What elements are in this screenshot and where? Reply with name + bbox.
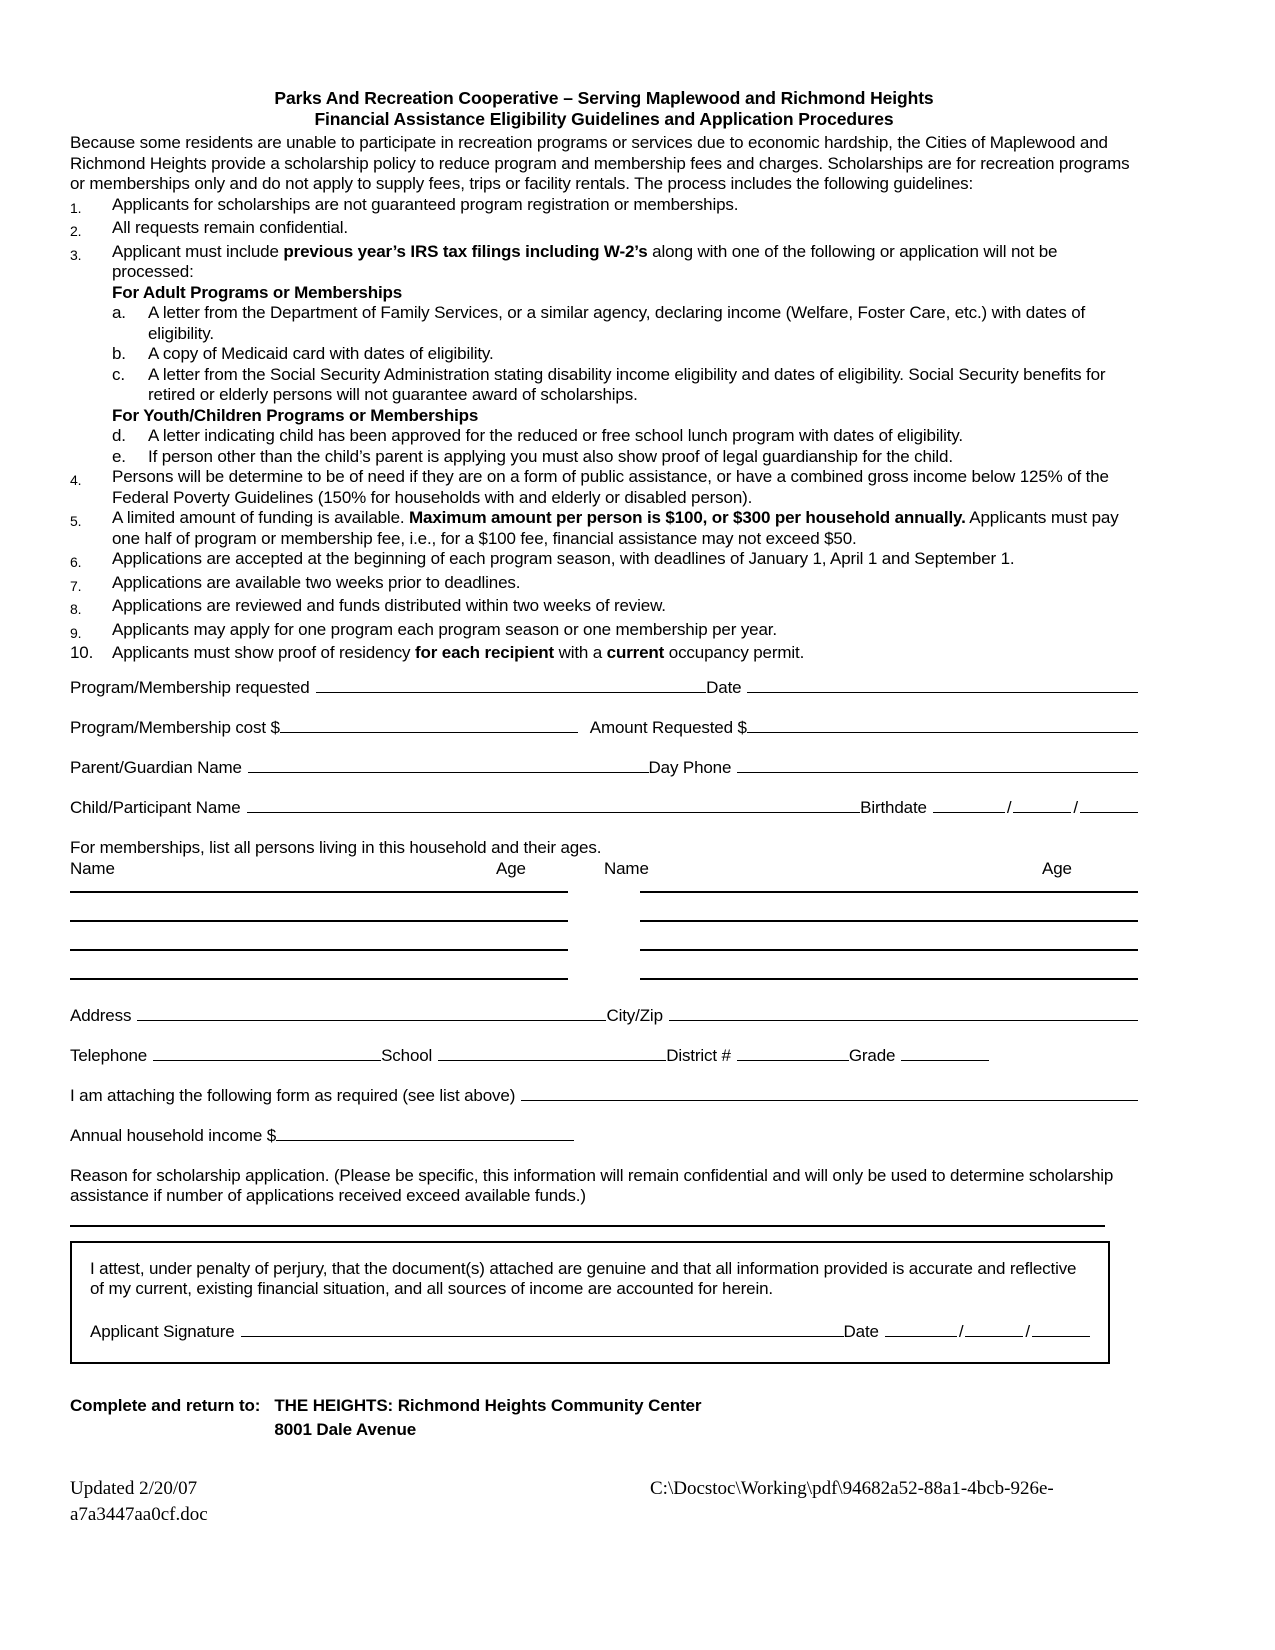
column-header-age: Age [496, 858, 526, 878]
list-item-6 [70, 549, 1138, 573]
reason-section [70, 1166, 1138, 1227]
list-text: Persons will be determine to be of need if they are on a form of public assistance, or have a combined gross income below 125% of the Federal Poverty Guidelines (150% for households with and elderly or disabled person). [112, 467, 1109, 507]
parent-guardian-label: Parent/Guardian Name [70, 757, 242, 777]
return-to-line-1: THE HEIGHTS: Richmond Heights Community Center [274, 1395, 702, 1415]
footer-filename: a7a3447aa0cf.doc [70, 1504, 208, 1525]
footer-updated-date: Updated 2/20/07 [70, 1478, 198, 1499]
form-row-parent-guardian [70, 758, 1138, 778]
household-entry-left[interactable] [70, 948, 568, 951]
program-cost-label: Program/Membership cost $ [70, 717, 280, 737]
list-text: Applications are available two weeks prior to deadlines. [112, 572, 521, 592]
list-text [112, 242, 1138, 283]
list-marker: 10. [70, 643, 94, 662]
document-title-line-1: Parks And Recreation Cooperative – Serving Maplewood and Richmond Heights [274, 88, 934, 108]
item10-bold1: for each recipient [414, 643, 554, 662]
return-to-section [70, 1394, 1138, 1442]
list-text: Applicants may apply for one program each program season or one membership per year. [112, 619, 777, 639]
reason-input[interactable] [70, 1215, 1105, 1227]
item5-bold: Maximum amount per person is $100, or $300 per household annually. [409, 508, 966, 527]
attestation-box [70, 1241, 1110, 1364]
list-marker: 3. [70, 246, 82, 263]
list-item-1 [70, 195, 1138, 219]
list-text [112, 508, 1138, 549]
form-row-address [70, 1006, 1138, 1026]
form-row-attaching [70, 1086, 1138, 1106]
return-to-line-2: 8001 Dale Avenue [274, 1419, 417, 1439]
table-row [70, 948, 1138, 951]
list-text: All requests remain confidential. [112, 218, 349, 237]
signature-date-year-input[interactable] [1032, 1322, 1090, 1337]
household-note: For memberships, list all persons living in this household and their ages. [70, 837, 602, 857]
table-row [70, 890, 1138, 893]
district-input[interactable] [737, 1046, 849, 1061]
item10-part3: occupancy permit. [664, 643, 805, 662]
household-entry-right[interactable] [640, 977, 1138, 980]
column-header-name-2: Name [604, 858, 649, 878]
birthdate-year-input[interactable] [1080, 798, 1138, 813]
return-to-address [274, 1394, 1138, 1442]
list-text: A letter indicating child has been approved for the reduced or free school lunch program with dates of eligibility. [148, 426, 963, 445]
date-label: Date [706, 677, 742, 697]
footer-row-1 [70, 1476, 1140, 1502]
list-marker: 8. [70, 601, 82, 617]
city-zip-label: City/Zip [606, 1005, 663, 1025]
list-item-7 [70, 573, 1138, 597]
household-entry-right[interactable] [640, 890, 1138, 893]
form-row-program-cost [70, 718, 1138, 738]
list-item-10 [70, 643, 1138, 664]
list-marker: 9. [70, 624, 82, 641]
telephone-label: Telephone [70, 1045, 148, 1065]
document-title-line-2: Financial Assistance Eligibility Guidelines and Application Procedures [314, 109, 894, 129]
list-marker: 5. [70, 513, 82, 529]
form-row-signature [90, 1322, 1090, 1342]
day-phone-input[interactable] [737, 758, 1138, 773]
list-text: If person other than the child’s parent is applying you must also show proof of legal guardianship for the child. [148, 446, 953, 466]
list-item-2 [70, 218, 1138, 242]
birthdate-month-input[interactable] [933, 798, 1005, 813]
item3-bold: previous year’s IRS tax filings including W-2’s [283, 241, 648, 261]
guidelines-list [70, 195, 1138, 664]
list-item-8 [70, 596, 1138, 620]
child-participant-label: Child/Participant Name [70, 797, 241, 817]
program-requested-input[interactable] [316, 678, 707, 693]
form-row-child-participant [70, 798, 1138, 818]
list-text: A letter from the Department of Family Services, or a similar agency, declaring income (Welfare, Foster Care, etc.) with dates of eligibility. [148, 303, 1086, 343]
table-row [70, 919, 1138, 922]
signature-date-month-input[interactable] [885, 1322, 957, 1337]
list-item-e [70, 447, 1138, 468]
grade-label: Grade [848, 1045, 896, 1065]
column-header-name: Name [70, 858, 115, 878]
household-entry-left[interactable] [70, 919, 568, 922]
program-requested-label: Program/Membership requested [70, 677, 310, 697]
school-input[interactable] [438, 1046, 666, 1061]
list-marker: 1. [70, 199, 82, 216]
birthdate-label: Birthdate [860, 797, 927, 817]
list-marker: d. [112, 426, 126, 445]
item10-bold2: current [606, 643, 665, 662]
list-marker: e. [112, 446, 126, 466]
telephone-input[interactable] [153, 1046, 381, 1061]
list-item-d [70, 426, 1138, 447]
attaching-input[interactable] [521, 1086, 1138, 1101]
household-entry-left[interactable] [70, 890, 568, 893]
program-cost-input[interactable] [280, 718, 578, 733]
application-form [70, 678, 1138, 1146]
list-marker: b. [112, 344, 126, 363]
item10-part2: with a [554, 643, 607, 662]
item3-part2: along with one of the following or application will not be processed: [112, 241, 1058, 281]
address-label: Address [70, 1005, 132, 1025]
applicant-signature-input[interactable] [241, 1322, 844, 1337]
school-label: School [381, 1045, 433, 1065]
district-label: District # [666, 1045, 731, 1065]
list-marker: 4. [70, 472, 82, 488]
list-item-b [70, 344, 1138, 365]
annual-income-label: Annual household income $ [70, 1125, 277, 1145]
youth-programs-heading: For Youth/Children Programs or Memberships [112, 405, 479, 425]
form-row-annual-income [70, 1126, 1138, 1146]
adult-programs-heading: For Adult Programs or Memberships [112, 282, 403, 302]
child-participant-input[interactable] [247, 798, 861, 813]
household-header-left [70, 858, 604, 880]
table-row [70, 977, 1138, 980]
page-footer [70, 1476, 1140, 1528]
day-phone-label: Day Phone [648, 757, 732, 777]
list-item-4 [70, 467, 1138, 508]
list-text: Applications are accepted at the beginning of each program season, with deadlines of January 1, April 1 and September 1. [112, 549, 1015, 568]
return-to-label: Complete and return to: [70, 1395, 261, 1415]
item5-part1: A limited amount of funding is available. [112, 508, 410, 527]
document-content [70, 88, 1138, 1442]
list-item-9 [70, 620, 1138, 644]
form-row-telephone [70, 1046, 1138, 1066]
list-text: Applicants for scholarships are not guaranteed program registration or memberships. [112, 194, 739, 214]
attaching-label: I am attaching the following form as required (see list above) [70, 1085, 516, 1105]
list-item-a [70, 303, 1138, 344]
list-marker: 7. [70, 577, 82, 594]
annual-income-input[interactable] [276, 1126, 574, 1141]
household-table-header [70, 858, 1138, 880]
signature-date-label: Date [843, 1321, 879, 1341]
column-header-age-2: Age [1042, 858, 1072, 878]
list-text [112, 643, 1138, 664]
birthdate-day-input[interactable] [1013, 798, 1071, 813]
list-marker: a. [112, 303, 126, 322]
list-item-c [70, 365, 1138, 406]
amount-requested-label: Amount Requested $ [589, 717, 747, 737]
household-header-right [604, 858, 1138, 880]
attestation-text: I attest, under penalty of perjury, that the document(s) attached are genuine and that all information provided is accurate and reflective of my current, existing financial situation, and all sources of income are accounted for herein. [90, 1258, 1077, 1298]
date-input[interactable] [747, 678, 1138, 693]
household-entry-left[interactable] [70, 977, 568, 980]
item5-part2: Applicants must pay one half of program or membership fee, i.e., for a $100 fee, financial assistance may not exceed $50. [112, 508, 1119, 548]
grade-input[interactable] [901, 1046, 989, 1061]
household-section [70, 838, 1138, 980]
list-marker: c. [112, 364, 125, 384]
birthdate-slash-2: / [1073, 797, 1078, 817]
footer-file-path: C:\Docstoc\Working\pdf\94682a52-88a1-4bcb-926e- [650, 1478, 1054, 1499]
list-item-5 [70, 508, 1138, 549]
form-row-program-requested [70, 678, 1138, 698]
list-item-3 [70, 242, 1138, 283]
household-entry-right[interactable] [640, 948, 1138, 951]
parent-guardian-input[interactable] [248, 758, 649, 773]
signature-date-day-input[interactable] [965, 1322, 1023, 1337]
intro-paragraph: Because some residents are unable to participate in recreation programs or services due to economic hardship, the Cities of Maplewood and Richmond Heights provide a scholarship policy to reduce program and membership fees and charges. Scholarships are for recreation programs or memberships only and do not apply to supply fees, trips or facility rentals. The process includes the following guidelines: [70, 133, 1130, 193]
list-text: Applications are reviewed and funds distributed within two weeks of review. [112, 596, 666, 615]
household-entry-right[interactable] [640, 919, 1138, 922]
signature-date-slash-2: / [1025, 1321, 1030, 1341]
list-marker: 2. [70, 223, 82, 239]
address-input[interactable] [137, 1006, 606, 1021]
amount-requested-input[interactable] [747, 718, 1138, 733]
item10-part1: Applicants must show proof of residency [112, 643, 415, 662]
list-marker: 6. [70, 554, 82, 570]
applicant-signature-label: Applicant Signature [90, 1321, 235, 1341]
item3-part1: Applicant must include [112, 241, 284, 261]
city-zip-input[interactable] [669, 1006, 1138, 1021]
list-text: A letter from the Social Security Administration stating disability income eligibility and dates of eligibility. Social Security benefits for retired or elderly persons will not guarantee award of scholarships. [148, 364, 1106, 404]
birthdate-slash-1: / [1006, 797, 1012, 817]
signature-date-slash-1: / [958, 1321, 964, 1341]
list-text: A copy of Medicaid card with dates of eligibility. [148, 344, 494, 363]
household-rows [70, 890, 1138, 980]
reason-text: Reason for scholarship application. (Please be specific, this information will remain confidential and will only be used to determine scholarship assistance if number of applications received exceed available funds.) [70, 1165, 1114, 1205]
